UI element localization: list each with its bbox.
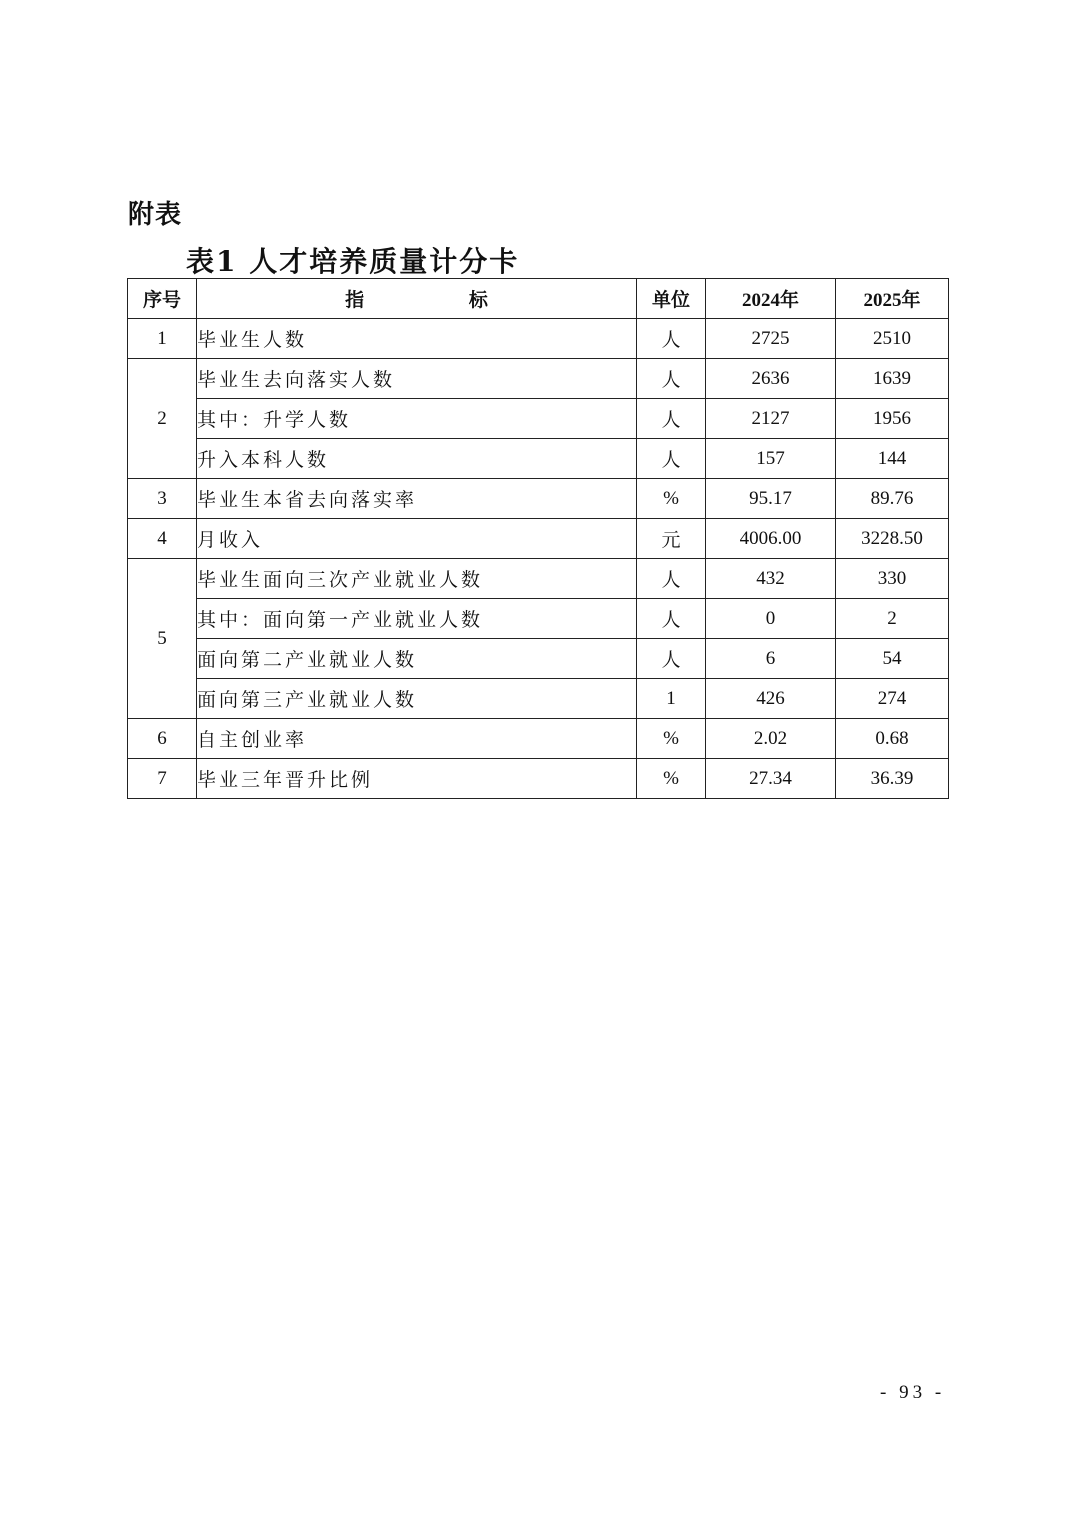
table-row xyxy=(128,599,949,639)
row-indicator: 毕业生去向落实人数 xyxy=(197,359,637,399)
header-seq: 序号 xyxy=(128,279,197,319)
row-indicator: 面向第二产业就业人数 xyxy=(197,639,637,679)
header-indicator: 指 标 xyxy=(197,279,637,319)
row-indicator: 月收入 xyxy=(197,519,637,559)
table-row xyxy=(128,439,949,479)
table-row xyxy=(128,559,949,599)
row-value-2025: 2 xyxy=(836,599,949,639)
row-unit: 人 xyxy=(637,559,706,599)
row-unit: 人 xyxy=(637,599,706,639)
row-value-2024: 4006.00 xyxy=(706,519,836,559)
row-indicator: 毕业生本省去向落实率 xyxy=(197,479,637,519)
row-value-2025: 3228.50 xyxy=(836,519,949,559)
row-value-2024: 2127 xyxy=(706,399,836,439)
row-unit: 人 xyxy=(637,319,706,359)
row-value-2025: 2510 xyxy=(836,319,949,359)
row-seq: 1 xyxy=(128,319,197,359)
table-title: 表1 人才培养质量计分卡 xyxy=(186,245,520,278)
row-value-2024: 157 xyxy=(706,439,836,479)
row-unit: % xyxy=(637,759,706,799)
row-unit: % xyxy=(637,719,706,759)
row-value-2025: 1956 xyxy=(836,399,949,439)
row-value-2024: 6 xyxy=(706,639,836,679)
row-value-2024: 0 xyxy=(706,599,836,639)
row-indicator: 面向第三产业就业人数 xyxy=(197,679,637,719)
header-2024: 2024年 xyxy=(706,279,836,319)
row-unit: 人 xyxy=(637,639,706,679)
row-value-2025: 1639 xyxy=(836,359,949,399)
row-value-2025: 0.68 xyxy=(836,719,949,759)
row-indicator: 其中：升学人数 xyxy=(197,399,637,439)
row-value-2025: 36.39 xyxy=(836,759,949,799)
row-unit: 人 xyxy=(637,359,706,399)
table-row xyxy=(128,719,949,759)
row-indicator: 毕业生人数 xyxy=(197,319,637,359)
row-value-2025: 89.76 xyxy=(836,479,949,519)
row-value-2024: 2.02 xyxy=(706,719,836,759)
row-value-2024: 2725 xyxy=(706,319,836,359)
row-value-2025: 330 xyxy=(836,559,949,599)
table-row xyxy=(128,639,949,679)
appendix-label: 附表 xyxy=(128,200,183,230)
row-indicator: 毕业三年晋升比例 xyxy=(197,759,637,799)
table-row xyxy=(128,479,949,519)
row-seq: 3 xyxy=(128,479,197,519)
row-seq: 6 xyxy=(128,719,197,759)
row-indicator: 升入本科人数 xyxy=(197,439,637,479)
row-seq: 4 xyxy=(128,519,197,559)
row-value-2025: 274 xyxy=(836,679,949,719)
table-row xyxy=(128,319,949,359)
row-value-2025: 54 xyxy=(836,639,949,679)
row-seq: 7 xyxy=(128,759,197,799)
table-row xyxy=(128,359,949,399)
row-value-2025: 144 xyxy=(836,439,949,479)
table-row xyxy=(128,399,949,439)
row-indicator: 其中：面向第一产业就业人数 xyxy=(197,599,637,639)
row-unit: 人 xyxy=(637,439,706,479)
row-value-2024: 27.34 xyxy=(706,759,836,799)
row-seq: 5 xyxy=(128,559,197,719)
table-row xyxy=(128,519,949,559)
header-row xyxy=(128,279,949,319)
row-value-2024: 2636 xyxy=(706,359,836,399)
row-value-2024: 95.17 xyxy=(706,479,836,519)
table-row xyxy=(128,679,949,719)
row-indicator: 自主创业率 xyxy=(197,719,637,759)
row-unit: 1 xyxy=(637,679,706,719)
table-row xyxy=(128,759,949,799)
header-unit: 单位 xyxy=(637,279,706,319)
row-seq: 2 xyxy=(128,359,197,479)
row-value-2024: 426 xyxy=(706,679,836,719)
page-number: - 93 - xyxy=(880,1382,946,1403)
header-2025: 2025年 xyxy=(836,279,949,319)
talent-quality-scorecard-table xyxy=(127,278,949,799)
row-unit: % xyxy=(637,479,706,519)
row-unit: 元 xyxy=(637,519,706,559)
row-unit: 人 xyxy=(637,399,706,439)
row-value-2024: 432 xyxy=(706,559,836,599)
row-indicator: 毕业生面向三次产业就业人数 xyxy=(197,559,637,599)
